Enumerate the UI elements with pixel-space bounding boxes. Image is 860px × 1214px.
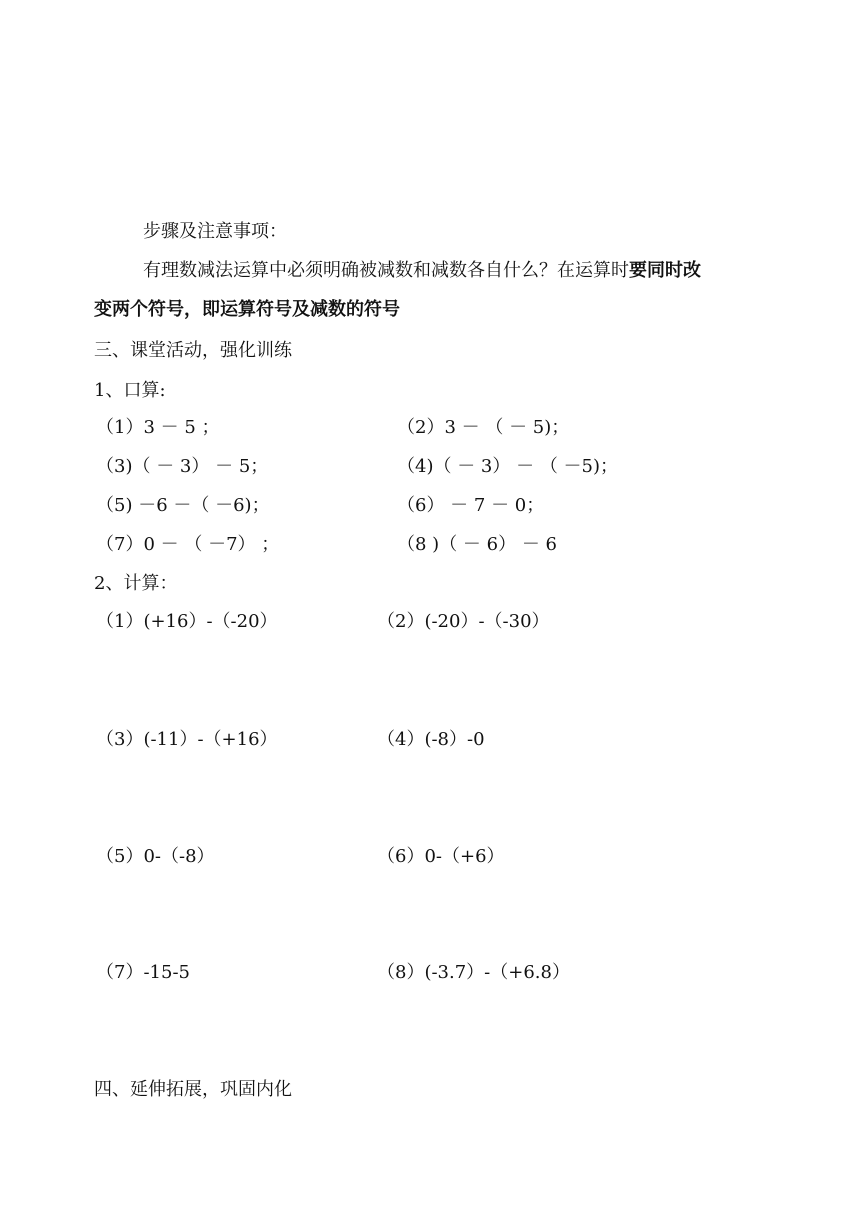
steps-paragraph-emphasis-1: 要同时改 xyxy=(629,260,701,281)
calc-item-1: （1）(+16）-（-20） xyxy=(96,611,278,632)
oral-item-4: （4)（ － 3） － （ －5)； xyxy=(397,456,619,477)
section3-title: 三、课堂活动，强化训练 xyxy=(94,340,292,361)
calc-item-4: （4）(-8）-0 xyxy=(377,729,485,750)
calc-item-6: （6）0-（+6） xyxy=(377,846,505,867)
oral-calc-label: 1、口算: xyxy=(94,380,166,401)
steps-paragraph-text: 有理数减法运算中必须明确被减数和减数各自什么？在运算时 xyxy=(143,260,629,281)
oral-item-5: （5) －6 －（ －6)； xyxy=(96,495,270,516)
steps-heading: 步骤及注意事项： xyxy=(143,221,287,242)
steps-paragraph-emphasis-2: 变两个符号，即运算符号及减数的符号 xyxy=(94,299,400,320)
oral-item-2: （2）3 － （ － 5)； xyxy=(397,417,570,438)
calc-item-2: （2）(-20）-（-30） xyxy=(377,611,550,632)
oral-item-3: （3)（ － 3） － 5； xyxy=(96,456,269,477)
calc-label: 2、计算： xyxy=(94,573,178,594)
section4-title: 四、延伸拓展，巩固内化 xyxy=(94,1079,292,1100)
calc-item-5: （5）0-（-8） xyxy=(96,846,215,867)
oral-item-1: （1）3 － 5 ； xyxy=(96,417,220,438)
oral-item-8: （8 )（ － 6） － 6 xyxy=(397,534,557,555)
calc-item-3: （3）(-11）-（+16） xyxy=(96,729,278,750)
calc-item-7: （7）-15-5 xyxy=(96,962,190,983)
oral-item-7: （7）0 － （ －7） ； xyxy=(96,534,280,555)
calc-item-8: （8）(-3.7）-（+6.8） xyxy=(377,962,570,983)
steps-paragraph-line1 xyxy=(143,259,701,283)
oral-item-6: （6） － 7 － 0； xyxy=(397,495,545,516)
